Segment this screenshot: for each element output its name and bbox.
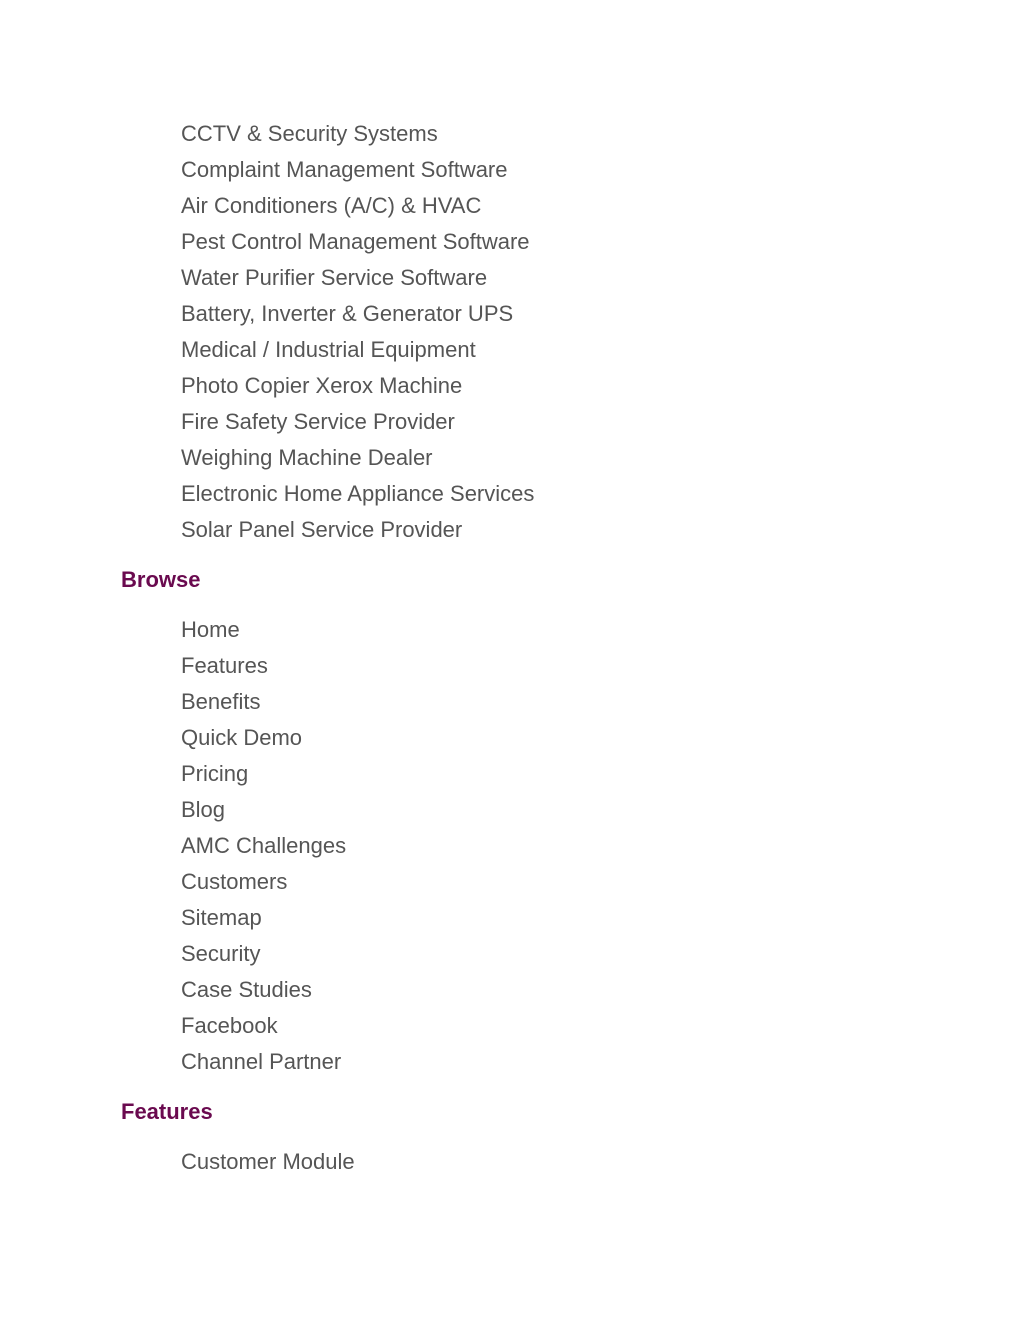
list-item bbox=[181, 972, 346, 1008]
list-item bbox=[181, 612, 346, 648]
link-complaint-management-software[interactable]: Complaint Management Software bbox=[181, 157, 508, 182]
list-item bbox=[181, 1144, 355, 1180]
link-solar-panel-service-provider[interactable]: Solar Panel Service Provider bbox=[181, 517, 463, 542]
industries-link-list bbox=[181, 116, 534, 548]
list-item bbox=[181, 1008, 346, 1044]
list-item bbox=[181, 296, 534, 332]
link-customer-module[interactable]: Customer Module bbox=[181, 1149, 355, 1174]
link-photo-copier-xerox-machine[interactable]: Photo Copier Xerox Machine bbox=[181, 373, 463, 398]
link-benefits[interactable]: Benefits bbox=[181, 689, 261, 714]
list-item bbox=[181, 152, 534, 188]
list-item bbox=[181, 188, 534, 224]
list-item bbox=[181, 828, 346, 864]
list-item bbox=[181, 332, 534, 368]
link-sitemap[interactable]: Sitemap bbox=[181, 905, 262, 930]
link-pest-control-management-software[interactable]: Pest Control Management Software bbox=[181, 229, 530, 254]
features-heading: Features bbox=[121, 1099, 213, 1124]
list-item bbox=[181, 224, 534, 260]
list-item bbox=[181, 512, 534, 548]
list-item bbox=[181, 792, 346, 828]
list-item bbox=[181, 720, 346, 756]
link-electronic-home-appliance-services[interactable]: Electronic Home Appliance Services bbox=[181, 481, 535, 506]
link-facebook[interactable]: Facebook bbox=[181, 1013, 278, 1038]
link-pricing[interactable]: Pricing bbox=[181, 761, 249, 786]
list-item bbox=[181, 648, 346, 684]
link-air-conditioners-hvac[interactable]: Air Conditioners (A/C) & HVAC bbox=[181, 193, 482, 218]
link-medical-industrial-equipment[interactable]: Medical / Industrial Equipment bbox=[181, 337, 476, 362]
list-item bbox=[181, 936, 346, 972]
list-item bbox=[181, 368, 534, 404]
link-quick-demo[interactable]: Quick Demo bbox=[181, 725, 303, 750]
link-home[interactable]: Home bbox=[181, 617, 240, 642]
list-item bbox=[181, 1044, 346, 1080]
link-channel-partner[interactable]: Channel Partner bbox=[181, 1049, 342, 1074]
browse-link-list bbox=[181, 612, 346, 1080]
link-customers[interactable]: Customers bbox=[181, 869, 288, 894]
link-weighing-machine-dealer[interactable]: Weighing Machine Dealer bbox=[181, 445, 433, 470]
list-item bbox=[181, 404, 534, 440]
list-item bbox=[181, 476, 534, 512]
link-battery-inverter-generator-ups[interactable]: Battery, Inverter & Generator UPS bbox=[181, 301, 514, 326]
list-item bbox=[181, 260, 534, 296]
features-link-list bbox=[181, 1144, 355, 1180]
link-blog[interactable]: Blog bbox=[181, 797, 226, 822]
link-security[interactable]: Security bbox=[181, 941, 261, 966]
link-water-purifier-service-software[interactable]: Water Purifier Service Software bbox=[181, 265, 488, 290]
link-case-studies[interactable]: Case Studies bbox=[181, 977, 312, 1002]
link-amc-challenges[interactable]: AMC Challenges bbox=[181, 833, 347, 858]
browse-heading: Browse bbox=[121, 567, 201, 592]
list-item bbox=[181, 864, 346, 900]
list-item bbox=[181, 116, 534, 152]
list-item bbox=[181, 684, 346, 720]
link-features[interactable]: Features bbox=[181, 653, 268, 678]
list-item bbox=[181, 756, 346, 792]
list-item bbox=[181, 900, 346, 936]
link-cctv-security-systems[interactable]: CCTV & Security Systems bbox=[181, 121, 438, 146]
link-fire-safety-service-provider[interactable]: Fire Safety Service Provider bbox=[181, 409, 455, 434]
list-item bbox=[181, 440, 534, 476]
